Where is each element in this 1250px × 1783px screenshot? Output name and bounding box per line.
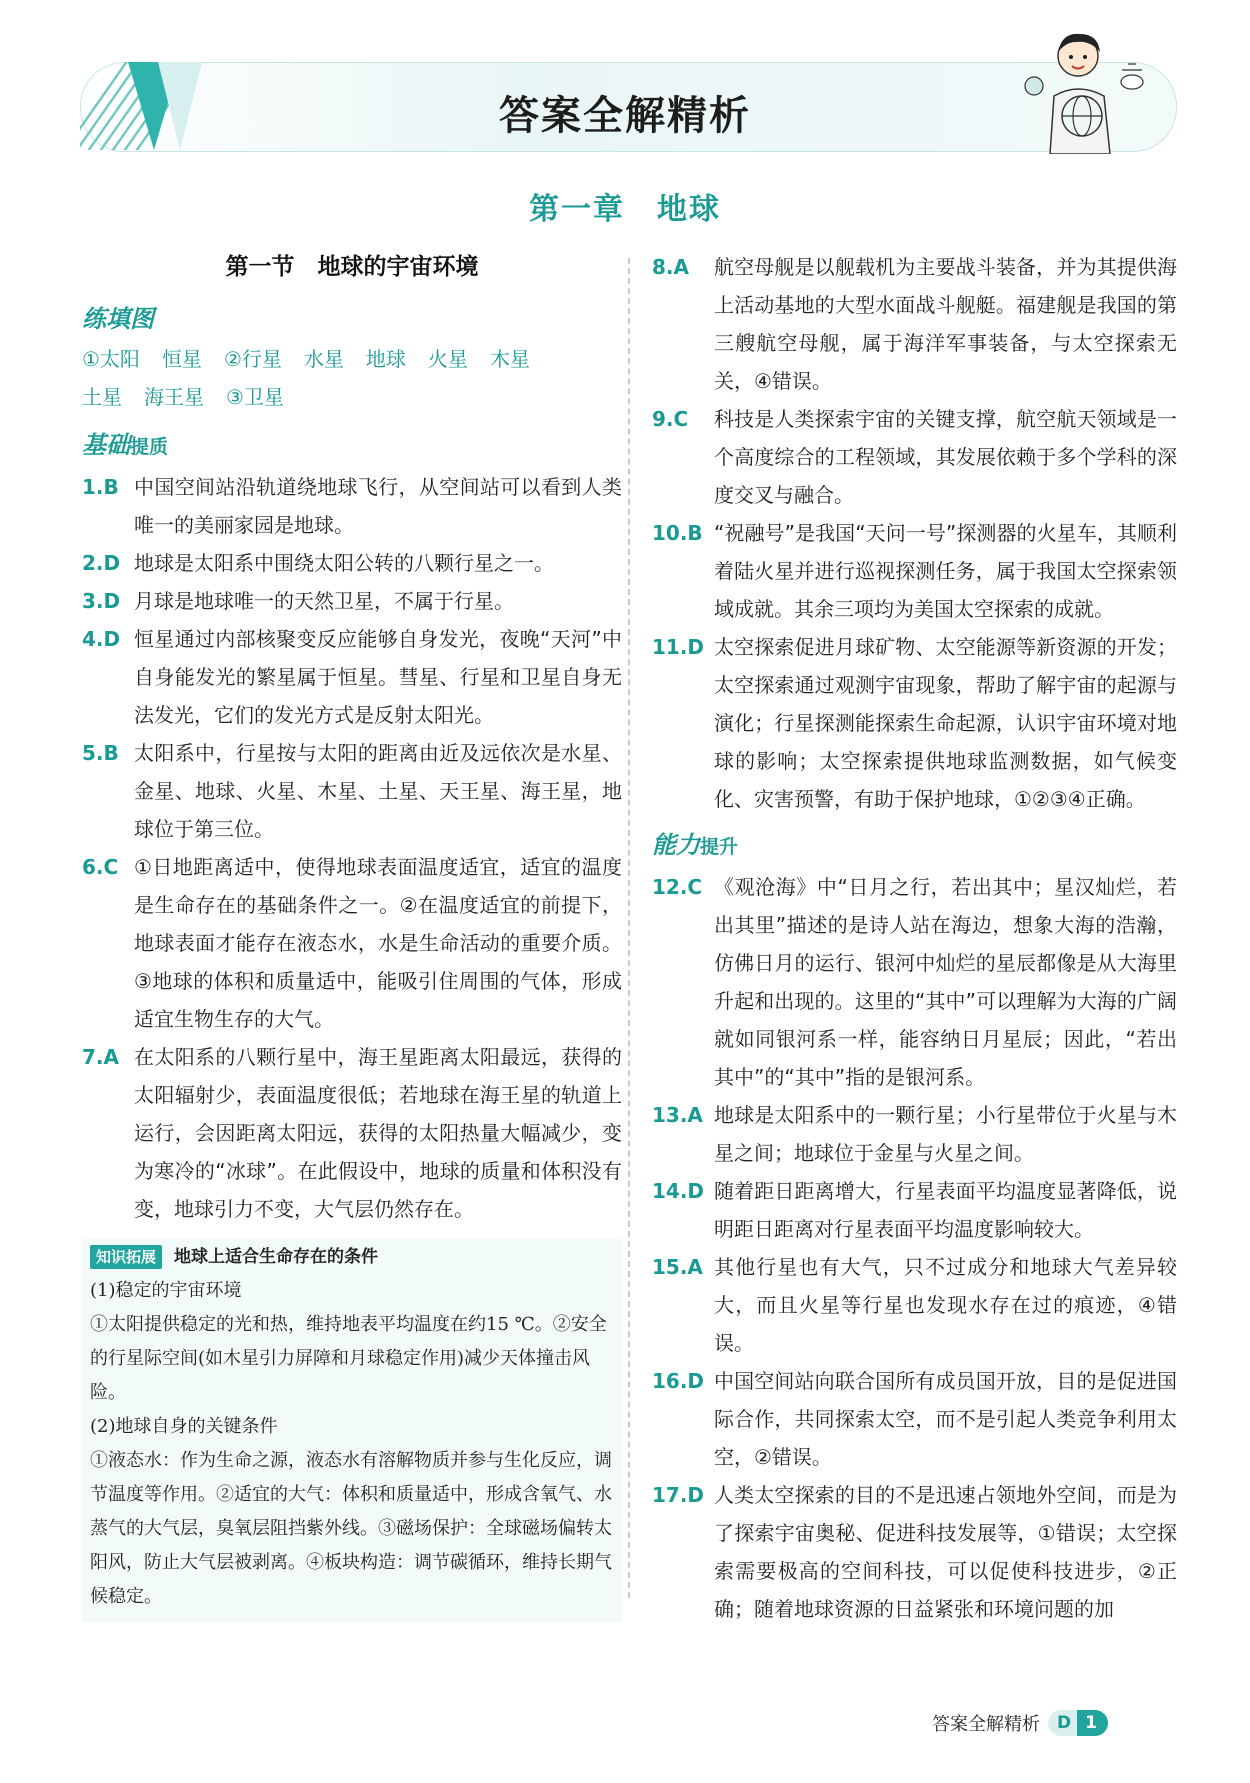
knowledge-tag: 知识拓展 bbox=[90, 1245, 162, 1269]
answer-item bbox=[652, 514, 1177, 628]
student-with-globe-illustration bbox=[1010, 26, 1160, 154]
knowledge-line: ①太阳提供稳定的光和热，维持地表平均温度在约15 ℃。②安全的行星际空间(如木星引力屏障和月球稳定作用)减少天体撞击风险。 bbox=[90, 1314, 607, 1403]
fill-answer: ②行星 bbox=[223, 347, 282, 371]
answer-explanation: 在太阳系的八颗行星中，海王星距离太阳最远，获得的太阳辐射少，表面温度很低；若地球在海王星的轨道上运行，会因距离太阳远，获得的太阳热量大幅减少，变为寒冷的“冰球”。在此假设中，地球的质量和体积没有变，地球引力不变，大气层仍然存在。 bbox=[134, 1045, 622, 1221]
fill-answer: 水星 bbox=[303, 347, 344, 371]
right-column bbox=[652, 248, 1177, 1628]
page-title: 答案全解精析 bbox=[499, 93, 751, 139]
fill-answer: 土星 bbox=[82, 385, 122, 409]
column-divider bbox=[628, 258, 630, 1598]
answer-number: 12.C bbox=[652, 875, 703, 899]
answer-item bbox=[652, 1096, 1177, 1172]
answer-explanation: 中国空间站沿轨道绕地球飞行，从空间站可以看到人类唯一的美丽家园是地球。 bbox=[134, 475, 622, 537]
basic-heading-small: 提质 bbox=[130, 436, 169, 458]
fill-answer: 火星 bbox=[427, 347, 468, 371]
answer-item bbox=[82, 1038, 622, 1228]
answer-explanation: 中国空间站向联合国所有成员国开放，目的是促进国际合作，共同探索太空，而不是引起人类竞争利用太空，②错误。 bbox=[714, 1369, 1177, 1469]
answer-number: 10.B bbox=[652, 521, 703, 545]
answer-number: 2.D bbox=[82, 551, 121, 575]
fill-heading bbox=[82, 300, 622, 338]
fill-heading-big: 练 bbox=[82, 305, 106, 333]
basic-heading bbox=[82, 426, 622, 466]
answer-number: 3.D bbox=[82, 589, 121, 613]
answer-item bbox=[652, 248, 1177, 400]
answer-number: 6.C bbox=[82, 855, 119, 879]
answer-explanation: “祝融号”是我国“天问一号”探测器的火星车，其顺利着陆火星并进行巡视探测任务，属于我国太空探索领域成就。其余三项均为美国太空探索的成就。 bbox=[714, 521, 1177, 621]
knowledge-line: (1)稳定的宇宙环境 bbox=[90, 1280, 242, 1301]
answer-item bbox=[652, 400, 1177, 514]
answer-number: 17.D bbox=[652, 1483, 705, 1507]
page-footer bbox=[932, 1710, 1108, 1736]
fill-answer: 海王星 bbox=[144, 385, 204, 409]
answer-number: 1.B bbox=[82, 475, 119, 499]
answer-item bbox=[82, 734, 622, 848]
answer-explanation: ①日地距离适中，使得地球表面温度适宜，适宜的温度是生命存在的基础条件之一。②在温度适宜的前提下，地球表面才能存在液态水，水是生命活动的重要介质。③地球的体积和质量适中，能吸引住周围的气体，形成适宜生物生存的大气。 bbox=[134, 855, 622, 1031]
answer-number: 4.D bbox=[82, 627, 121, 651]
answer-explanation: 地球是太阳系中围绕太阳公转的八颗行星之一。 bbox=[134, 551, 554, 575]
fill-answer: 恒星 bbox=[161, 347, 202, 371]
fill-answer: ①太阳 bbox=[82, 347, 140, 371]
fill-heading-small: 填图 bbox=[106, 305, 154, 333]
answer-number: 7.A bbox=[82, 1045, 119, 1069]
chapter-title: 第一章 地球 bbox=[529, 192, 721, 227]
answer-item bbox=[652, 1172, 1177, 1248]
fill-answer: ③卫星 bbox=[226, 385, 284, 409]
knowledge-line: ①液态水：作为生命之源，液态水有溶解物质并参与生化反应，调节温度等作用。②适宜的大气：体积和质量适中，形成含氧气、水蒸气的大气层，臭氧层阻挡紫外线。③磁场保护：全球磁场偏转太阳风，防止大气层被剥离。④板块构造：调节碳循环，维持长期气候稳定。 bbox=[90, 1450, 612, 1607]
ability-heading-small: 提升 bbox=[700, 836, 739, 858]
answer-explanation: 《观沧海》中“日月之行，若出其中；星汉灿烂，若出其里”描述的是诗人站在海边，想象大海的浩瀚，仿佛日月的运行、银河中灿烂的星辰都像是从大海里升起和出现的。这里的“其中”可以理解为大海的广阔就如同银河系一样，能容纳日月星辰；因此，“若出其中”的“其中”指的是银河系。 bbox=[714, 875, 1177, 1089]
answer-item bbox=[652, 1476, 1177, 1628]
answer-number: 13.A bbox=[652, 1103, 703, 1127]
knowledge-title: 地球上适合生命存在的条件 bbox=[174, 1247, 379, 1267]
answer-explanation: 太阳系中，行星按与太阳的距离由近及远依次是水星、金星、地球、火星、木星、土星、天王星、海王星，地球位于第三位。 bbox=[134, 741, 622, 841]
answer-explanation: 月球是地球唯一的天然卫星，不属于行星。 bbox=[134, 589, 514, 613]
basic-heading-big: 基础 bbox=[82, 431, 130, 459]
answer-item bbox=[82, 620, 622, 734]
fill-answers-row-2 bbox=[82, 378, 622, 416]
fill-answer: 地球 bbox=[365, 347, 406, 371]
answer-number: 14.D bbox=[652, 1179, 705, 1203]
page-number: 1 bbox=[1077, 1710, 1108, 1736]
section-title: 第一节 地球的宇宙环境 bbox=[225, 254, 479, 280]
answer-number: 8.A bbox=[652, 255, 689, 279]
answer-number: 16.D bbox=[652, 1369, 705, 1393]
answer-item bbox=[82, 544, 622, 582]
answer-item bbox=[82, 582, 622, 620]
fill-answer: 木星 bbox=[489, 347, 530, 371]
answer-item bbox=[652, 628, 1177, 818]
ability-heading-big: 能力 bbox=[652, 831, 700, 859]
answer-explanation: 其他行星也有大气，只不过成分和地球大气差异较大，而且火星等行星也发现水存在过的痕迹，④错误。 bbox=[714, 1255, 1177, 1355]
answer-item bbox=[652, 1248, 1177, 1362]
answer-item bbox=[82, 848, 622, 1038]
knowledge-extension-box bbox=[82, 1238, 622, 1622]
answer-explanation: 随着距日距离增大，行星表面平均温度显著降低，说明距日距离对行星表面平均温度影响较大。 bbox=[714, 1179, 1177, 1241]
answer-number: 11.D bbox=[652, 635, 705, 659]
answer-item bbox=[82, 468, 622, 544]
answer-item bbox=[652, 868, 1177, 1096]
answer-explanation: 科技是人类探索宇宙的关键支撑，航空航天领域是一个高度综合的工程领域，其发展依赖于多个学科的深度交叉与融合。 bbox=[714, 407, 1177, 507]
series-letter: D bbox=[1048, 1710, 1077, 1736]
answer-explanation: 地球是太阳系中的一颗行星；小行星带位于火星与木星之间；地球位于金星与火星之间。 bbox=[714, 1103, 1177, 1165]
page-number-badge bbox=[1048, 1710, 1108, 1736]
answer-number: 5.B bbox=[82, 741, 119, 765]
answer-explanation: 太空探索促进月球矿物、太空能源等新资源的开发；太空探索通过观测宇宙现象，帮助了解宇宙的起源与演化；行星探测能探索生命起源，认识宇宙环境对地球的影响；太空探索提供地球监测数据，如气候变化、灾害预警，有助于保护地球，①②③④正确。 bbox=[714, 635, 1177, 811]
knowledge-box-header bbox=[90, 1240, 614, 1274]
answer-explanation: 恒星通过内部核聚变反应能够自身发光，夜晚“天河”中自身能发光的繁星属于恒星。彗星、行星和卫星自身无法发光，它们的发光方式是反射太阳光。 bbox=[134, 627, 622, 727]
ability-heading bbox=[652, 826, 1177, 866]
answer-number: 15.A bbox=[652, 1255, 703, 1279]
answer-explanation: 人类太空探索的目的不是迅速占领地外空间，而是为了探索宇宙奥秘、促进科技发展等，①错误；太空探索需要极高的空间科技，可以促使科技进步，②正确；随着地球资源的日益紧张和环境问题的加 bbox=[714, 1483, 1177, 1621]
answer-explanation: 航空母舰是以舰载机为主要战斗装备，并为其提供海上活动基地的大型水面战斗舰艇。福建舰是我国的第三艘航空母舰，属于海洋军事装备，与太空探索无关，④错误。 bbox=[714, 255, 1177, 393]
left-column bbox=[82, 248, 622, 1622]
fill-answers-row-1 bbox=[82, 340, 622, 378]
answer-number: 9.C bbox=[652, 407, 689, 431]
answer-item bbox=[652, 1362, 1177, 1476]
knowledge-line: (2)地球自身的关键条件 bbox=[90, 1416, 278, 1437]
footer-label: 答案全解精析 bbox=[932, 1714, 1040, 1735]
